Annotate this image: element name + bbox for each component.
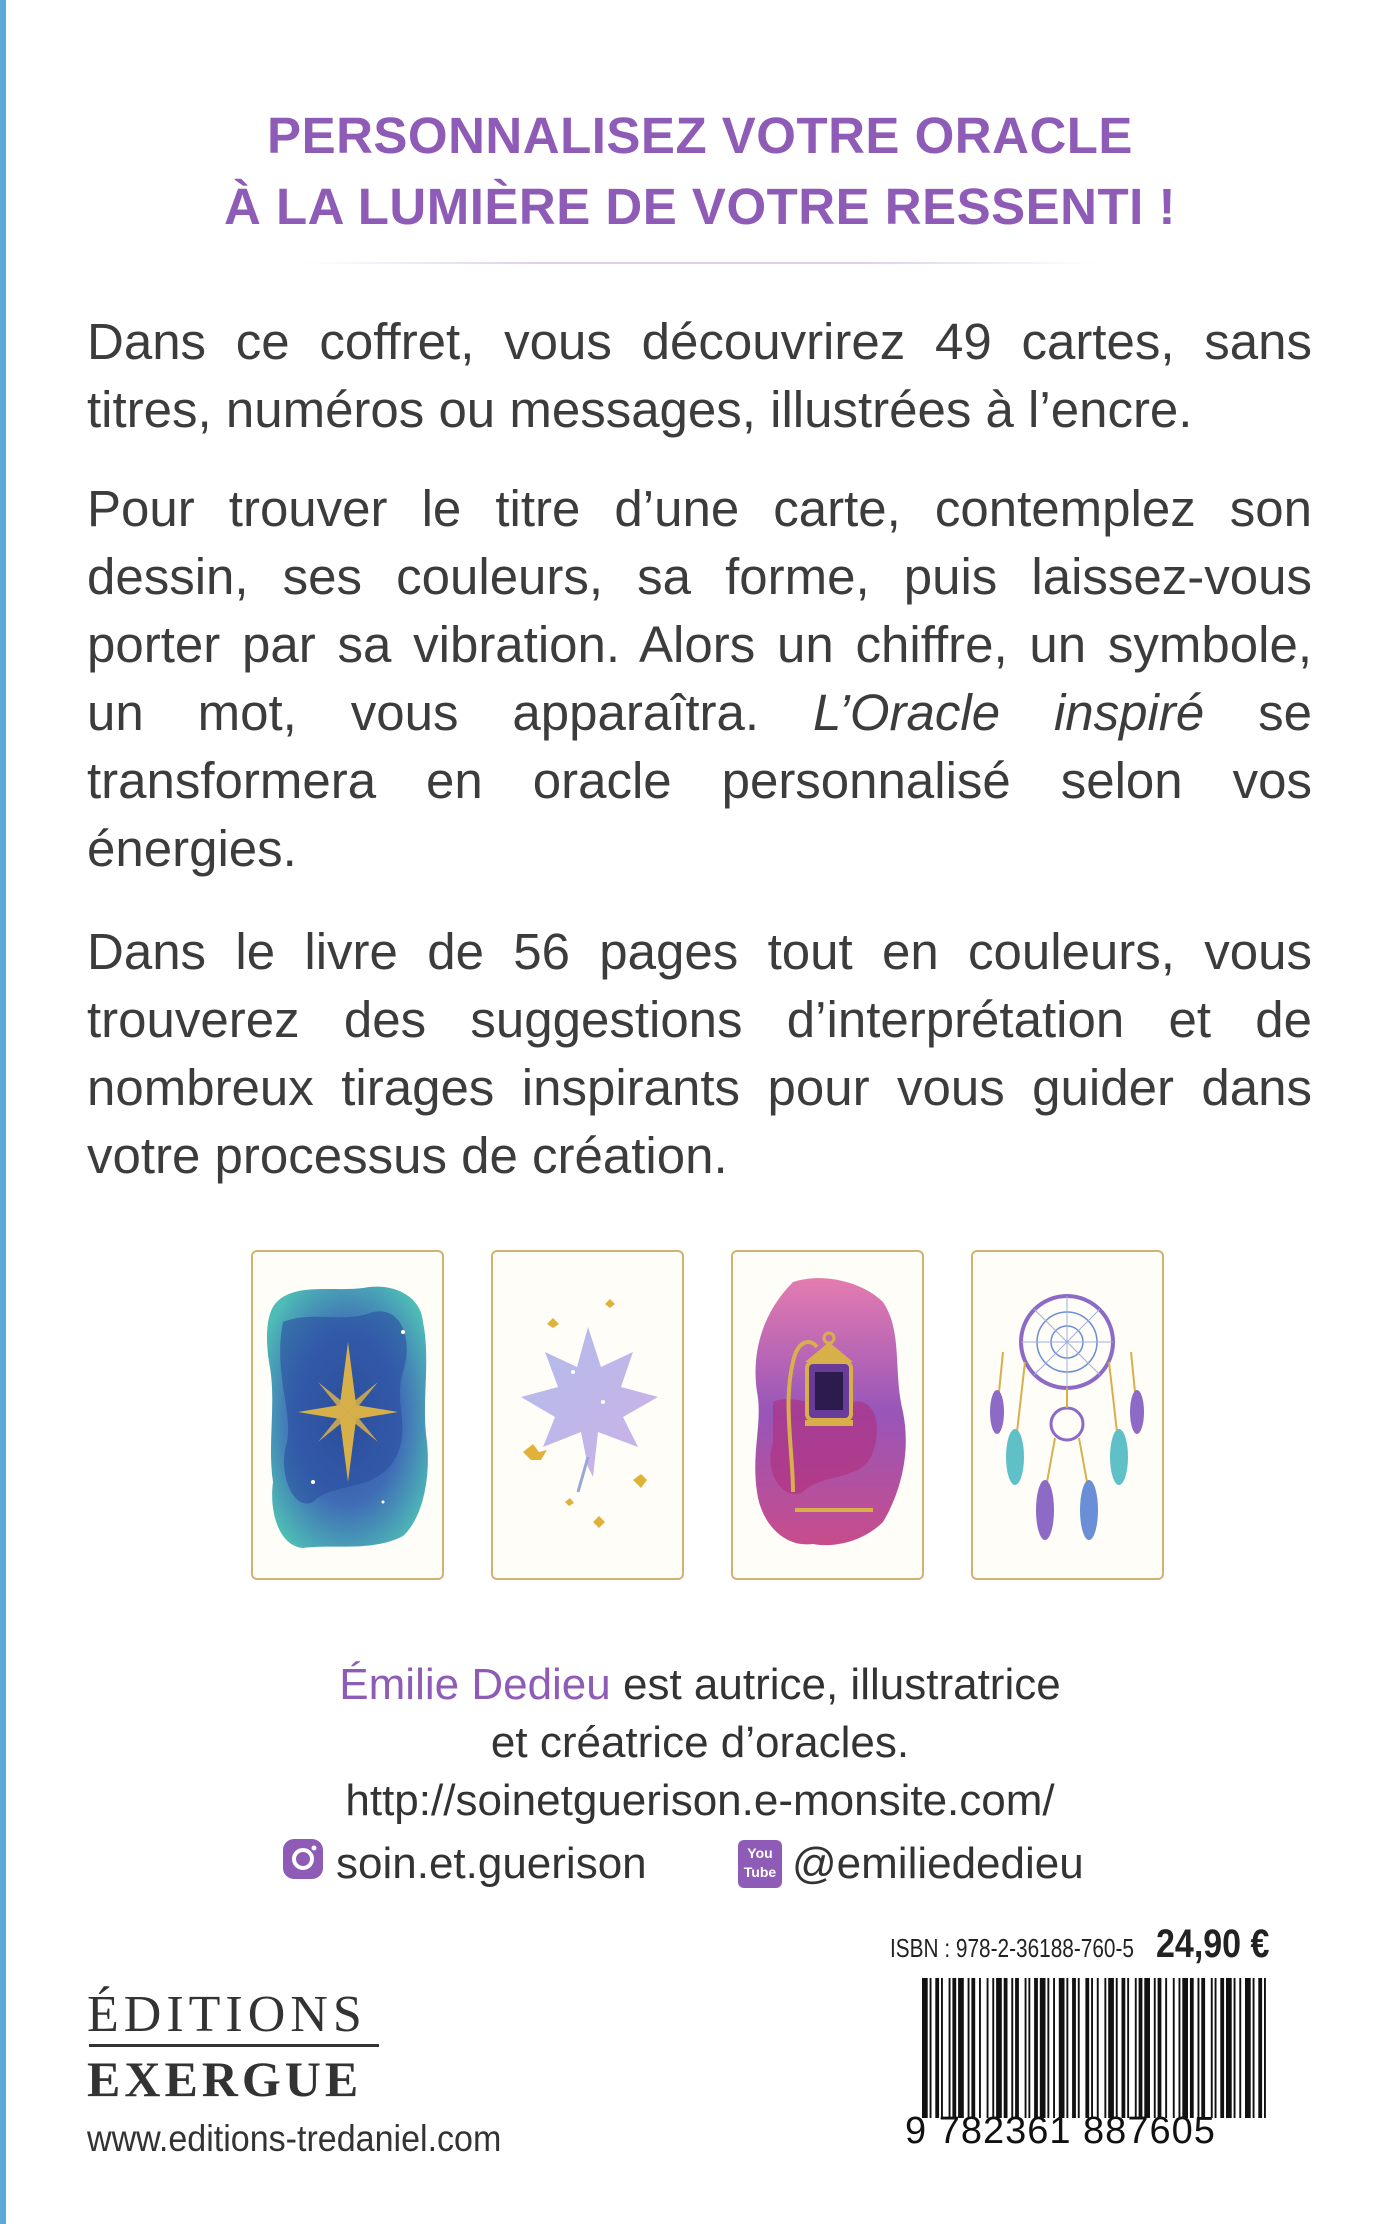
paragraph-method-text: Pour trouver le titre d’une carte, contemplez son dessin, ses couleurs, sa forme, puis laissez-vous porter par sa vibration. Alors un chiffre, un symbole, un mot, vous apparaîtra.: [87, 480, 1312, 741]
paragraph-method-end: se transformera en oracle personnalisé selon vos énergies.: [87, 684, 1312, 877]
price: 24,90 €: [1156, 1922, 1270, 1966]
barcode-bar: [1085, 1978, 1089, 2118]
instagram-icon: [280, 1836, 326, 1893]
barcode-bar: [1011, 1978, 1013, 2118]
barcode-bar: [1154, 1978, 1156, 2118]
barcode-bar: [1201, 1978, 1205, 2118]
youtube-handle: @emiliededieu: [792, 1839, 1084, 1888]
publisher-website[interactable]: www.editions-tredaniel.com: [87, 2118, 502, 2159]
barcode-bar: [1078, 1978, 1080, 2118]
publisher-divider: [89, 2044, 379, 2047]
instagram-link[interactable]: [280, 1834, 647, 1894]
barcode-bar: [1059, 1978, 1065, 2118]
dreamcatcher-icon: [973, 1252, 1162, 1578]
barcode-bar: [968, 1978, 970, 2118]
youtube-link[interactable]: [738, 1834, 1084, 1894]
book-title-italic: L’Oracle inspiré: [812, 684, 1205, 741]
barcode-bar: [1158, 1978, 1162, 2118]
paragraph-book: Dans le livre de 56 pages tout en couleurs, vous trouverez des suggestions d’interprétation et de nombreux tirages inspirants pour vous guider dans votre processus de création.: [87, 923, 1312, 1184]
barcode-bar: [979, 1978, 981, 2118]
compass-star-icon: [253, 1252, 442, 1578]
isbn: ISBN : 978-2-36188-760-5: [890, 1933, 1134, 1963]
barcode-bar: [1198, 1978, 1200, 2118]
author-website[interactable]: http://soinetguerison.e-monsite.com/: [345, 1776, 1055, 1825]
lantern-icon: [733, 1252, 922, 1578]
barcode-bar: [1047, 1978, 1049, 2118]
barcode-bar: [1053, 1978, 1055, 2118]
barcode-bar: [1135, 1978, 1137, 2118]
barcode-bar: [1028, 1978, 1030, 2118]
barcode-bar: [1097, 1978, 1099, 2118]
barcode-bar: [1190, 1978, 1194, 2118]
barcode-bar: [1264, 1978, 1266, 2118]
barcode-bar: [992, 1978, 994, 2118]
barcode-bar: [1179, 1978, 1181, 2118]
barcode-bar: [987, 1978, 989, 2118]
author-name: Émilie Dedieu: [339, 1660, 611, 1709]
barcode-bar: [949, 1978, 951, 2118]
barcode-bar: [1091, 1978, 1093, 2118]
paragraph-method: [87, 475, 1312, 883]
instagram-handle: soin.et.guerison: [336, 1839, 647, 1888]
barcode-bar: [1239, 1978, 1241, 2118]
barcode-bar: [1108, 1978, 1114, 2118]
card-compass: [251, 1250, 444, 1580]
publisher-line-1: ÉDITIONS: [87, 1986, 367, 2043]
barcode-bar: [1253, 1978, 1255, 2118]
barcode-bar: [1015, 1978, 1019, 2118]
barcode: [920, 1978, 1270, 2118]
author-bio-line-1: [0, 1656, 1400, 1714]
barcode-bar: [1116, 1978, 1118, 2118]
barcode-bar: [1127, 1978, 1129, 2118]
card-samples: [0, 1250, 1400, 1580]
barcode-bar: [922, 1978, 928, 2118]
barcode-bar: [1025, 1978, 1027, 2118]
barcode-bar: [958, 1978, 964, 2118]
barcode-bar: [1040, 1978, 1046, 2118]
barcode-bar: [1182, 1978, 1188, 2118]
card-dreamcatcher: [971, 1250, 1164, 1580]
barcode-bar: [1234, 1978, 1236, 2118]
publisher-line-2: EXERGUE: [87, 2051, 363, 2107]
youtube-icon: [738, 1840, 782, 1888]
barcode-bar: [1144, 1978, 1150, 2118]
headline-divider: [300, 262, 1100, 264]
card-lantern: [731, 1250, 924, 1580]
barcode-bar: [1104, 1978, 1106, 2118]
barcode-bar: [1173, 1978, 1175, 2118]
headline: [0, 100, 1400, 242]
barcode-bar: [1215, 1978, 1217, 2118]
card-maple: [491, 1250, 684, 1580]
barcode-digits: 9 782361 887605: [905, 2110, 1216, 2152]
barcode-bar: [1258, 1978, 1262, 2118]
author-bio-text: est autrice, illustratrice: [610, 1660, 1061, 1709]
headline-line-2: À LA LUMIÈRE DE VOTRE RESSENTI !: [223, 178, 1176, 235]
barcode-bar: [1220, 1978, 1224, 2118]
maple-leaf-icon: [493, 1252, 682, 1578]
barcode-bar: [1245, 1978, 1251, 2118]
barcode-bar: [1004, 1978, 1008, 2118]
barcode-bar: [1211, 1978, 1213, 2118]
youtube-icon-text: You Tube: [743, 1845, 777, 1880]
headline-line-1: PERSONNALISEZ VOTRE ORACLE: [267, 107, 1133, 164]
barcode-bar: [1165, 1978, 1167, 2118]
social-links: [0, 1834, 1400, 1894]
barcode-bar: [941, 1978, 943, 2118]
barcode-bar: [1034, 1978, 1038, 2118]
author-bio-line-2: et créatrice d’oracles.: [490, 1718, 910, 1767]
barcode-bar: [935, 1978, 939, 2118]
barcode-bar: [1072, 1978, 1076, 2118]
barcode-bar: [1226, 1978, 1232, 2118]
barcode-bar: [1139, 1978, 1143, 2118]
paragraph-cards: Dans ce coffret, vous découvrirez 49 cartes, sans titres, numéros ou messages, illustrées à l’encre.: [87, 313, 1312, 438]
barcode-bar: [952, 1978, 956, 2118]
barcode-bar: [996, 1978, 1002, 2118]
barcode-bar: [930, 1978, 932, 2118]
isbn-price-row: [890, 1922, 1289, 1972]
barcode-bar: [1122, 1978, 1126, 2118]
barcode-bar: [1066, 1978, 1068, 2118]
barcode-bar: [971, 1978, 975, 2118]
